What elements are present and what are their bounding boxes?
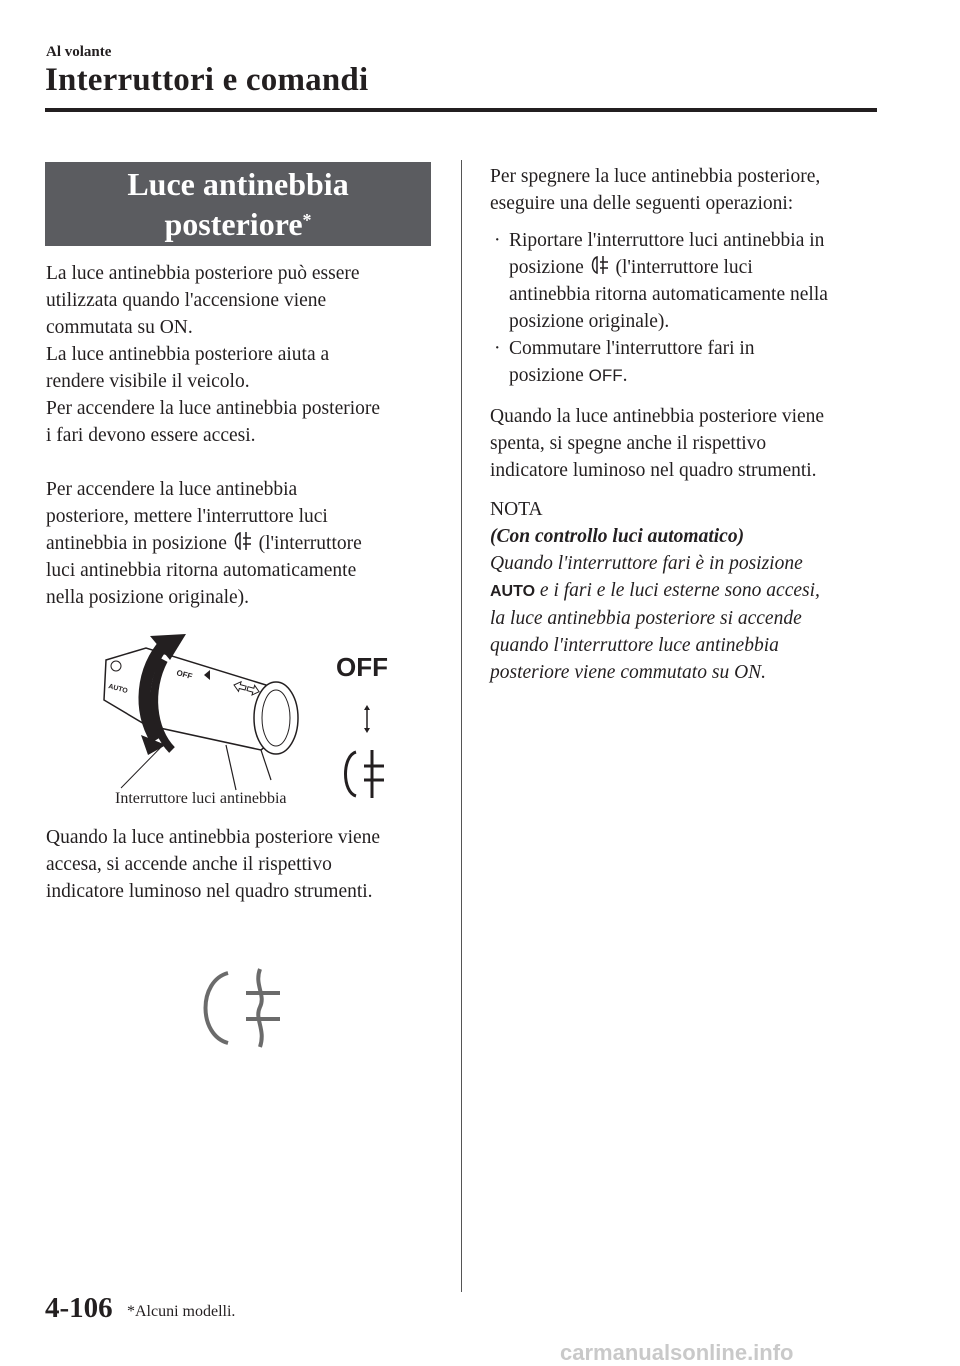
paragraph-turn-off: Per spegnere la luce antinebbia posteriore, eseguire una delle seguenti operazioni: — [490, 166, 821, 214]
header-rule — [45, 108, 877, 112]
paragraph-indicator-on: Quando la luce antinebbia posteriore viene accesa, si accende anche il rispettivo indicatore luminoso nel quadro strumenti. — [46, 827, 381, 902]
section-title-box — [45, 162, 431, 246]
figure-caption: Interruttore luci antinebbia — [115, 790, 287, 807]
watermark: carmanualsonline.info — [560, 1340, 794, 1365]
off-label: OFF — [588, 366, 623, 385]
chapter-title: Interruttori e comandi — [45, 62, 369, 98]
list-item: · Riportare l'interruttore luci antinebbia in posizione (l'interruttore luci antinebbia ritorna automaticamente nella posizione originale). — [494, 230, 828, 332]
page-number: 4-106 — [45, 1292, 113, 1324]
auto-label: AUTO — [490, 583, 536, 600]
note-title: NOTA — [490, 499, 543, 520]
section-title-text: posteriore — [164, 206, 303, 242]
section-title-line1: Luce antinebbia — [127, 166, 349, 202]
rear-fog-light-icon — [589, 254, 611, 276]
paragraph-headlights: Per accendere la luce antinebbia posteriore i fari devono essere accesi. — [46, 398, 381, 446]
note-subtitle: (Con controllo luci automatico) — [490, 526, 745, 547]
paragraph-turn-on: Per accendere la luce antinebbia posteriore, mettere l'interruttore luci antinebbia in posizione (l'interruttore luci antinebbia ritorna automaticamente nella posizione originale). — [46, 479, 362, 608]
stalk-auto-label: AUTO — [107, 683, 129, 696]
footnote: *Alcuni modelli. — [127, 1303, 236, 1320]
rear-fog-light-icon — [232, 530, 254, 552]
optional-asterisk: * — [302, 210, 312, 230]
left-column — [46, 260, 441, 611]
paragraph-visibility: La luce antinebbia posteriore aiuta a rendere visibile il veicolo. — [46, 344, 330, 392]
column-divider — [461, 160, 462, 1292]
section-label: Al volante — [46, 44, 112, 60]
right-column — [490, 163, 890, 686]
paragraph-indicator-off: Quando la luce antinebbia posteriore viene spenta, si spegne anche il rispettivo indicatore luminoso nel quadro strumenti. — [490, 406, 825, 481]
stalk-off-label: OFF — [175, 668, 194, 682]
paragraph-intro: La luce antinebbia posteriore può essere utilizzata quando l'accensione viene commutata su ON. — [46, 263, 360, 338]
section-title-line2 — [45, 204, 431, 244]
rear-fog-indicator-icon — [198, 965, 288, 1050]
rear-fog-light-icon — [346, 750, 385, 798]
list-item: · Commutare l'interruttore fari in posizione OFF. — [494, 338, 755, 386]
note-body: Quando l'interruttore fari è in posizione AUTO e i fari e le luci esterne sono accesi, la luce antinebbia posteriore si accende quando l'interruttore luce antinebbia posteriore viene commutato su ON. — [490, 553, 820, 683]
figure-off-label: OFF — [336, 652, 388, 682]
fog-light-switch-figure — [86, 630, 416, 815]
